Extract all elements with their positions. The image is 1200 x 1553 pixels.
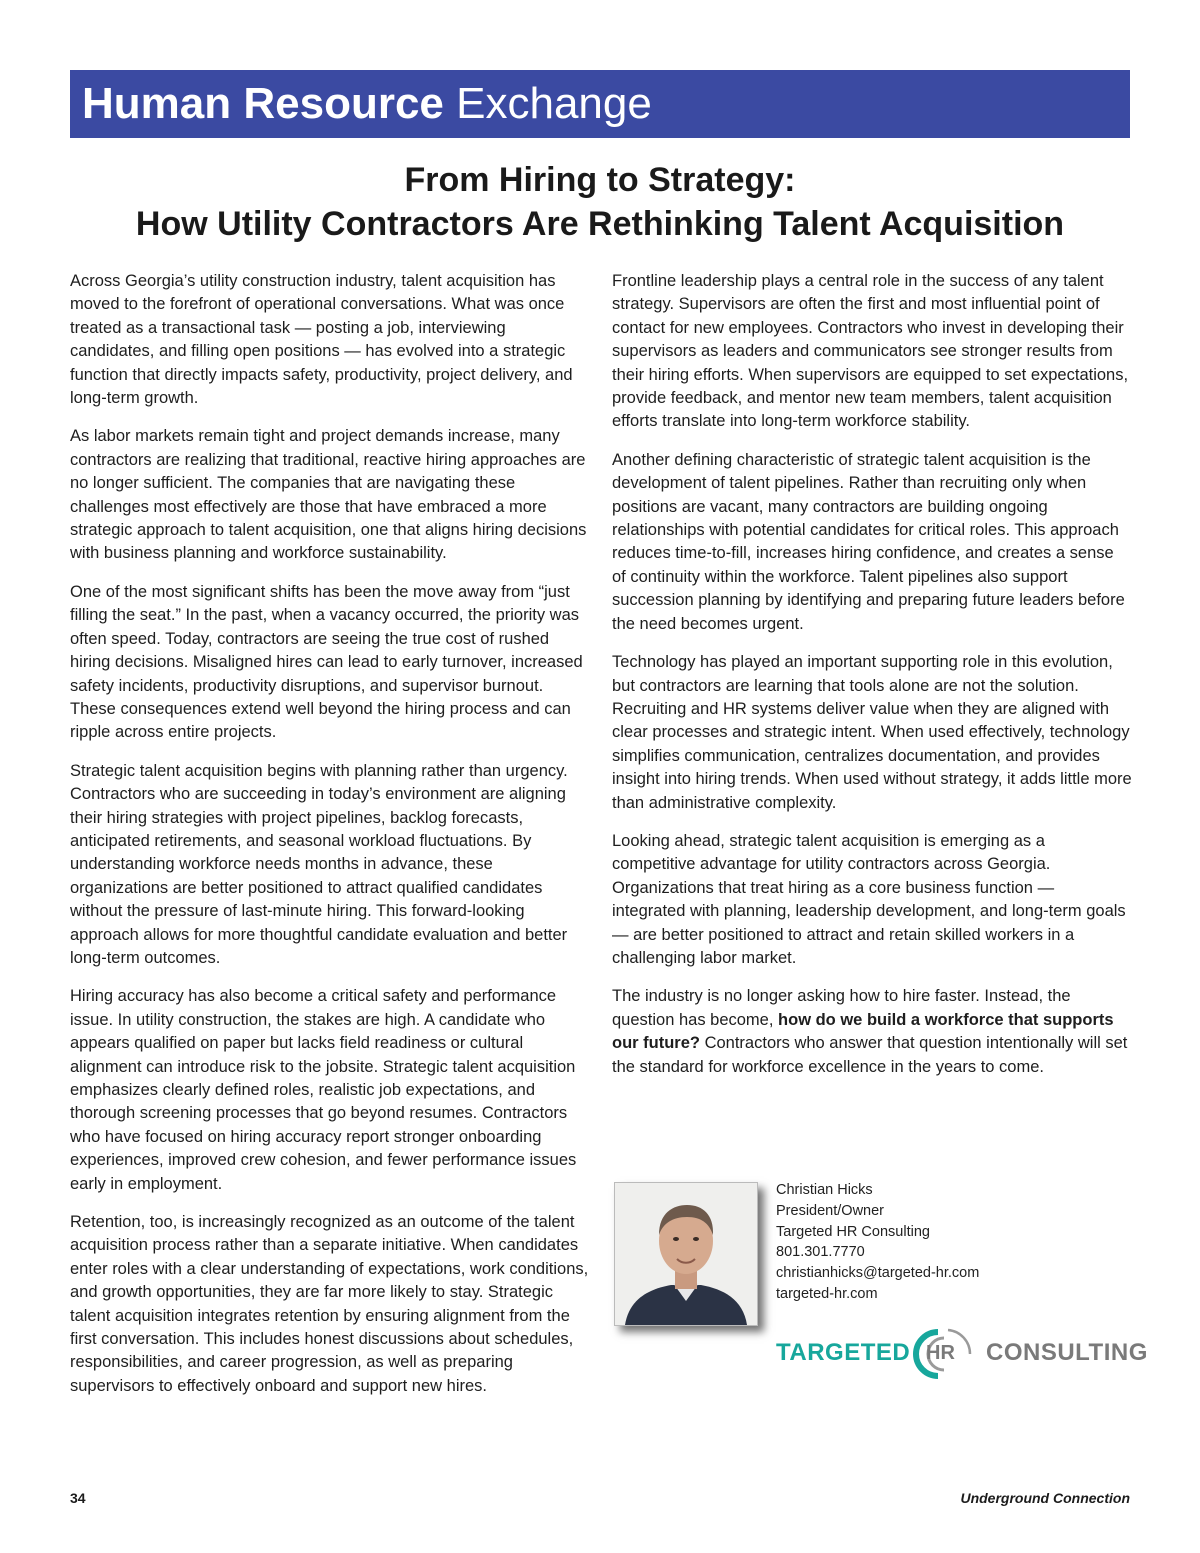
company-logo bbox=[776, 1326, 1148, 1382]
closing-text-end: Contractors who answer that question intentionally will set the standard for workforce excellence in the years to come. bbox=[612, 1034, 1128, 1076]
page-number: 34 bbox=[70, 1490, 86, 1506]
right-column bbox=[612, 270, 1132, 1094]
closing-paragraph bbox=[612, 985, 1132, 1079]
closing-text-start: The industry is no longer asking how to hire faster. Instead, the question has become, bbox=[612, 987, 1071, 1029]
paragraph: Hiring accuracy has also become a critical safety and performance issue. In utility construction, the stakes are high. A candidate who appears qualified on paper but lacks field readiness or cultural alignment can introduce risk to the jobsite. Strategic talent acquisition emphasizes clearly defined roles, realistic job expectations, and thorough screening processes that go beyond resumes. Contractors who have focused on hiring accuracy report stronger onboarding experiences, improved crew cohesion, and fewer performance issues early in employment. bbox=[70, 987, 577, 1193]
logo-word-targeted: TARGETED bbox=[776, 1339, 911, 1366]
author-title: President/Owner bbox=[776, 1202, 884, 1219]
paragraph: Another defining characteristic of strategic talent acquisition is the development of talent pipelines. Rather than recruiting only when positions are vacant, many contractors are building ongoing relationships with potential candidates for critical roles. This approach reduces time-to-fill, increases hiring confidence, and creates a sense of continuity within the workforce. Talent pipelines also support succession planning by identifying and preparing future leaders before the need becomes urgent. bbox=[612, 450, 1125, 633]
author-phone: 801.301.7770 bbox=[776, 1244, 865, 1261]
logo-word-consulting: CONSULTING bbox=[986, 1339, 1148, 1366]
author-company: Targeted HR Consulting bbox=[776, 1223, 930, 1240]
author-contact bbox=[776, 1180, 979, 1305]
paragraph: Looking ahead, strategic talent acquisition is emerging as a competitive advantage for utility contractors across Georgia. Organizations that treat hiring as a core business function — integrated with planning, leadership development, and long-term goals — are better positioned to attract and retain skilled workers in a challenging labor market. bbox=[612, 831, 1126, 967]
paragraph: Technology has played an important supporting role in this evolution, but contractors are learning that tools alone are not the solution. Recruiting and HR systems deliver value when they are aligned with clear processes and strategic intent. When used effectively, technology simplifies communication, centralizes documentation, and provides insight into hiring trends. When used without strategy, it adds little more than administrative complexity. bbox=[612, 653, 1132, 812]
paragraph: Frontline leadership plays a central role in the success of any talent strategy. Supervisors are often the first and most influential point of contact for new employees. Contractors who invest in developing their supervisors as leaders and communicators see stronger results from their hiring efforts. When supervisors are equipped to set expectations, provide feedback, and mentor new team members, talent acquisition efforts translate into long-term workforce stability. bbox=[612, 272, 1129, 431]
section-banner bbox=[70, 70, 1130, 138]
author-photo bbox=[614, 1182, 758, 1326]
paragraph: Across Georgia’s utility construction industry, talent acquisition has moved to the forefront of operational conversations. What was once treated as a transactional task — posting a job, interviewing candidates, and filling open positions — has evolved into a strategic function that directly impacts safety, productivity, project delivery, and long-term growth. bbox=[70, 272, 573, 408]
article-headline bbox=[0, 158, 1200, 246]
author-name: Christian Hicks bbox=[776, 1182, 873, 1198]
section-title-light: Exchange bbox=[456, 79, 652, 128]
headline-line-1: From Hiring to Strategy: bbox=[404, 161, 796, 199]
publication-name: Underground Connection bbox=[960, 1490, 1130, 1506]
left-column bbox=[70, 270, 592, 1413]
paragraph: Strategic talent acquisition begins with planning rather than urgency. Contractors who are succeeding in today’s environment are aligning their hiring strategies with project pipelines, backlog forecasts, anticipated retirements, and seasonal workload fluctuations. By understanding workforce needs months in advance, these organizations are better positioned to attract qualified candidates without the pressure of last-minute hiring. This forward-looking approach allows for more thoughtful candidate evaluation and better long-term outcomes. bbox=[70, 761, 568, 967]
author-block bbox=[612, 1180, 1148, 1370]
closing-question: how do we build a workforce that supports our future? bbox=[612, 1010, 1114, 1053]
author-website[interactable]: targeted-hr.com bbox=[776, 1285, 878, 1302]
paragraph: One of the most significant shifts has been the move away from “just filling the seat.” In the past, when a vacancy occurred, the priority was often speed. Today, contractors are seeing the true cost of rushed hiring decisions. Misaligned hires can lead to early turnover, increased safety incidents, productivity disruptions, and supervisor burnout. These consequences extend well beyond the hiring process and can ripple across entire projects. bbox=[70, 582, 583, 742]
logo-word-hr: HR bbox=[926, 1342, 955, 1364]
paragraph: Retention, too, is increasingly recognized as an outcome of the talent acquisition process rather than a separate initiative. When candidates enter roles with a clear understanding of expectations, work conditions, and growth opportunities, they are far more likely to stay. Strategic talent acquisition integrates retention by ensuring alignment from the first conversation. This includes honest discussions about schedules, responsibilities, and career progression, as well as preparing supervisors to effectively onboard and support new hires. bbox=[70, 1213, 589, 1395]
paragraph: As labor markets remain tight and project demands increase, many contractors are realizing that traditional, reactive hiring approaches are no longer sufficient. The companies that are navigating these challenges most effectively are those that have embraced a more strategic approach to talent acquisition, one that aligns hiring decisions with business planning and workforce sustainability. bbox=[70, 427, 587, 563]
section-title-bold: Human Resource bbox=[82, 79, 444, 128]
headline-line-2: How Utility Contractors Are Rethinking Talent Acquisition bbox=[135, 205, 1065, 243]
section-title bbox=[82, 72, 652, 136]
author-email[interactable]: christianhicks@targeted-hr.com bbox=[776, 1265, 980, 1282]
portrait-icon bbox=[615, 1183, 757, 1325]
